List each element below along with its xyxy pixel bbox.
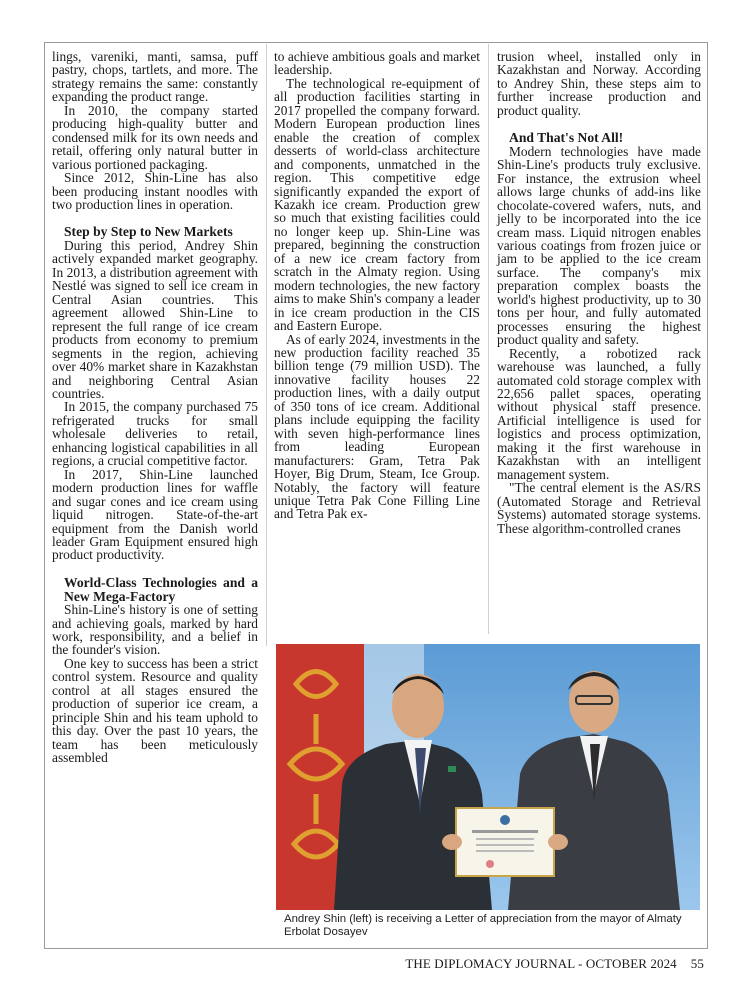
paragraph: Shin-Line's history is one of setting and achieving goals, marked by hard work, responsibility, and a belief in the founder's vision. (52, 602, 258, 658)
section-heading: And That's Not All! (509, 130, 624, 146)
section-heading: World-Class Technologies and a New Mega-Factory (64, 574, 258, 604)
column-divider (266, 44, 267, 646)
paragraph: In 2015, the company purchased 75 refrigerated trucks for small wholesale deliveries to retail, enhancing logistical capabilities in all regions, a crucial competitive factor. (52, 399, 258, 469)
journal-name: THE DIPLOMACY JOURNAL - OCTOBER 2024 (405, 956, 677, 971)
article-column-1 (52, 50, 258, 765)
certificate (456, 808, 554, 876)
paragraph: Recently, a robotized rack warehouse was launched, a fully automated cold storage complex with 22,656 pallet spaces, operating without physical staff presence. Artificial intelligence is used for logistics and process optimization, making it the first warehouse in Kazakhstan with an intelligent management system. (497, 345, 701, 482)
article-column-2 (274, 50, 480, 521)
paragraph: Since 2012, Shin-Line has also been producing instant noodles with two production lines in operation. (52, 170, 258, 212)
column-divider (488, 44, 489, 634)
paragraph: lings, vareniki, manti, samsa, puff pastry, chops, tartlets, and more. The strategy remains the same: constantly expanding the product range. (52, 49, 258, 105)
section-heading: Step by Step to New Markets (64, 224, 233, 240)
paragraph: to achieve ambitious goals and market leadership. (274, 49, 480, 78)
page-footer (405, 956, 704, 972)
paragraph: Modern technologies have made Shin-Line's products truly exclusive. For instance, the extrusion wheel allows large chunks of add-ins like chocolate-covered wafers, nuts, and jelly to be incorporated into the ice cream mass. Liquid nitrogen enables various coatings from frozen juice or jam to be applied to the ice cream surface. The company's mix preparation complex boasts the world's highest productivity, up to 30 tons per hour, and fully automated processes ensuring the highest product quality and safety. (497, 143, 701, 348)
paragraph: "The central element is the AS/RS (Automated Storage and Retrieval Systems) automated storage systems. These algorithm-controlled cranes (497, 480, 701, 536)
paragraph: As of early 2024, investments in the new production facility reached 35 billion tenge (79 million USD). The innovative facility houses 22 production lines, with a daily output of 350 tons of ice cream. Additional plans include equipping the facility with seven high-performance lines from leading European manufacturers: Gram, Tetra Pak Hoyer, Big Drum, Steam, Ice Group. Notably, the factory will feature unique Tetra Pak Cone Filling Line and Tetra Pak ex- (274, 331, 480, 522)
paragraph: During this period, Andrey Shin actively expanded market geography. In 2013, a distribution agreement with Nestlé was signed to sell ice cream in Central Asian countries. This agreement allowed Shin-Line to represent the full range of ice cream products from economy to premium segments in the region, achieving over 40% market share in Kazakhstan and neighboring Central Asian countries. (52, 238, 258, 402)
page-number: 55 (690, 956, 704, 971)
paragraph: The technological re-equipment of all production facilities starting in 2017 propelled the company forward. Modern European production lines enable the creation of complex desserts of world-class architecture and components, unmatched in the region. This competitive edge significantly expanded the export of Kazakh ice cream. Production grew so much that existing facilities could no longer keep up. Shin-Line was prepared, beginning the construction of a new ice cream factory from scratch in the Almaty region. Using modern technologies, the new factory aims to make Shin's company a leader in ice cream production in the CIS and Eastern Europe. (274, 75, 480, 334)
paragraph: In 2010, the company started producing high-quality butter and condensed milk for its own needs and retail, offering only natural butter in various portioned packaging. (52, 102, 258, 172)
paragraph: In 2017, Shin-Line launched modern production lines for waffle and sugar cones and ice cream using liquid nitrogen. State-of-the-art equipment from the Danish world leader Gram Equipment ensured high product productivity. (52, 466, 258, 563)
paragraph: One key to success has been a strict control system. Resource and quality control at all stages ensured the production of superior ice cream, a principle Shin and his team uphold to this day. Over the past 10 years, the team has been meticulously assembled (52, 655, 258, 766)
photo-caption: Andrey Shin (left) is receiving a Letter of appreciation from the mayor of Almaty Erbolat Dosayev (284, 913, 682, 938)
article-column-3 (497, 50, 701, 535)
ceremony-illustration (276, 644, 700, 910)
paragraph: trusion wheel, installed only in Kazakhstan and Norway. According to Andrey Shin, these steps aim to further increase production and product quality. (497, 49, 701, 118)
article-photo (276, 644, 700, 910)
